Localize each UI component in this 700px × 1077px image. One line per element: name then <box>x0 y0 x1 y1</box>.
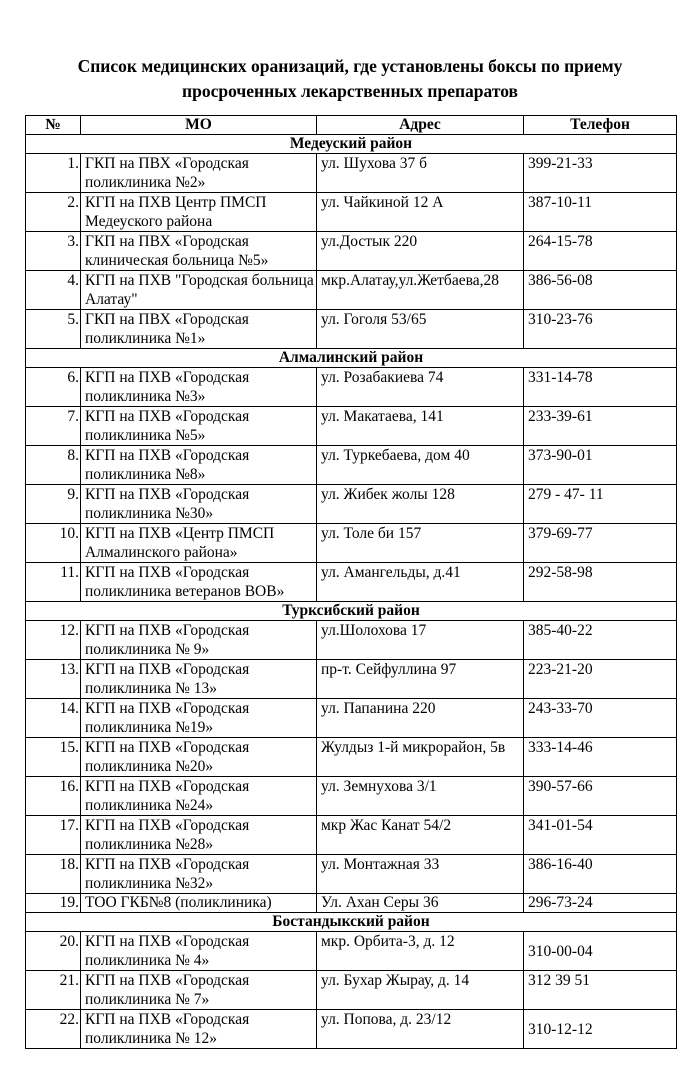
organization-name: КГП на ПХВ "Городская больница Алатау" <box>81 271 317 310</box>
organization-name: КГП на ПХВ «Городская поликлиника №8» <box>81 446 317 485</box>
organization-address: мкр.Алатау,ул.Жетбаева,28 <box>317 271 524 310</box>
organization-phone: 312 39 51 <box>524 971 677 1010</box>
table-row <box>26 154 677 193</box>
table-row <box>26 407 677 446</box>
table-row <box>26 660 677 699</box>
table-row <box>26 1010 677 1049</box>
row-number: 22. <box>26 1010 81 1049</box>
organization-phone: 341-01-54 <box>524 816 677 855</box>
organization-address: мкр. Орбита-3, д. 12 <box>317 932 524 971</box>
organization-address: ул. Шухова 37 б <box>317 154 524 193</box>
organization-name: КГП на ПХВ «Городская поликлиника № 9» <box>81 621 317 660</box>
organization-name: КГП на ПХВ «Городская поликлиника №24» <box>81 777 317 816</box>
organization-phone: 310-12-12 <box>524 1010 677 1049</box>
row-number: 10. <box>26 524 81 563</box>
table-header-row <box>26 116 677 135</box>
row-number: 20. <box>26 932 81 971</box>
organization-phone: 310-23-76 <box>524 310 677 349</box>
table-row <box>26 699 677 738</box>
organization-address: ул. Толе би 157 <box>317 524 524 563</box>
organization-address: мкр Жас Канат 54/2 <box>317 816 524 855</box>
table-row <box>26 738 677 777</box>
table-row <box>26 563 677 602</box>
organization-address: Жулдыз 1-й микрорайон, 5в <box>317 738 524 777</box>
page-title-line-2: просроченных лекарственных препаратов <box>182 81 518 101</box>
organization-phone: 379-69-77 <box>524 524 677 563</box>
organization-phone: 399-21-33 <box>524 154 677 193</box>
organization-name: КГП на ПХВ «Городская поликлиника №30» <box>81 485 317 524</box>
organization-address: ул. Жибек жолы 128 <box>317 485 524 524</box>
organization-name: КГП на ПХВ «Центр ПМСП Алмалинского района» <box>81 524 317 563</box>
district-row <box>26 602 677 621</box>
organization-name: КГП на ПХВ «Городская поликлиника №28» <box>81 816 317 855</box>
row-number: 1. <box>26 154 81 193</box>
table-row <box>26 446 677 485</box>
district-row <box>26 349 677 368</box>
organization-phone: 264-15-78 <box>524 232 677 271</box>
row-number: 12. <box>26 621 81 660</box>
organization-phone: 292-58-98 <box>524 563 677 602</box>
table-row <box>26 971 677 1010</box>
organization-address: ул. Розабакиева 74 <box>317 368 524 407</box>
organization-phone: 373-90-01 <box>524 446 677 485</box>
organization-name: ГКП на ПВХ «Городская поликлиника №2» <box>81 154 317 193</box>
organization-name: КГП на ПХВ «Городская поликлиника №5» <box>81 407 317 446</box>
organization-phone: 331-14-78 <box>524 368 677 407</box>
row-number: 19. <box>26 894 81 913</box>
organization-name: КГП на ПХВ «Городская поликлиника №32» <box>81 855 317 894</box>
header-mo: МО <box>81 116 317 135</box>
organization-phone: 386-56-08 <box>524 271 677 310</box>
row-number: 5. <box>26 310 81 349</box>
table-row <box>26 485 677 524</box>
row-number: 14. <box>26 699 81 738</box>
table-body <box>26 135 677 1049</box>
row-number: 4. <box>26 271 81 310</box>
table-row <box>26 310 677 349</box>
row-number: 16. <box>26 777 81 816</box>
organization-address: ул. Монтажная 33 <box>317 855 524 894</box>
organization-address: ул. Папанина 220 <box>317 699 524 738</box>
row-number: 18. <box>26 855 81 894</box>
table-row <box>26 193 677 232</box>
organization-phone: 390-57-66 <box>524 777 677 816</box>
organization-address: ул. Амангельды, д.41 <box>317 563 524 602</box>
organization-name: КГП на ПХВ «Городская поликлиника №3» <box>81 368 317 407</box>
organization-phone: 296-73-24 <box>524 894 677 913</box>
header-address: Адрес <box>317 116 524 135</box>
organization-phone: 333-14-46 <box>524 738 677 777</box>
header-number: № <box>26 116 81 135</box>
row-number: 21. <box>26 971 81 1010</box>
table-row <box>26 816 677 855</box>
organization-name: ГКП на ПВХ «Городская клиническая больница №5» <box>81 232 317 271</box>
organization-name: КГП на ПХВ «Городская поликлиника №20» <box>81 738 317 777</box>
organization-address: ул. Бухар Жырау, д. 14 <box>317 971 524 1010</box>
district-row <box>26 135 677 154</box>
organization-name: КГП на ПХВ «Городская поликлиника ветеранов ВОВ» <box>81 563 317 602</box>
organizations-table <box>25 115 677 1049</box>
table-row <box>26 777 677 816</box>
row-number: 15. <box>26 738 81 777</box>
organization-name: КГП на ПХВ «Городская поликлиника №19» <box>81 699 317 738</box>
organization-phone: 223-21-20 <box>524 660 677 699</box>
row-number: 8. <box>26 446 81 485</box>
table-row <box>26 855 677 894</box>
organization-address: ул. Попова, д. 23/12 <box>317 1010 524 1049</box>
organization-address: Ул. Ахан Серы 36 <box>317 894 524 913</box>
table-row <box>26 271 677 310</box>
organization-name: КГП на ПХВ «Городская поликлиника № 12» <box>81 1010 317 1049</box>
row-number: 6. <box>26 368 81 407</box>
district-name: Алмалинский район <box>26 349 677 368</box>
organization-phone: 385-40-22 <box>524 621 677 660</box>
organization-name: ГКП на ПВХ «Городская поликлиника №1» <box>81 310 317 349</box>
row-number: 2. <box>26 193 81 232</box>
district-name: Бостандыкский район <box>26 913 677 932</box>
table-row <box>26 232 677 271</box>
row-number: 3. <box>26 232 81 271</box>
row-number: 17. <box>26 816 81 855</box>
row-number: 9. <box>26 485 81 524</box>
organization-name: КГП на ПХВ Центр ПМСП Медеуского района <box>81 193 317 232</box>
organization-address: ул.Шолохова 17 <box>317 621 524 660</box>
page-title <box>0 54 700 104</box>
table-row <box>26 894 677 913</box>
organization-address: ул.Достык 220 <box>317 232 524 271</box>
organization-address: ул. Земнухова 3/1 <box>317 777 524 816</box>
row-number: 11. <box>26 563 81 602</box>
table-row <box>26 932 677 971</box>
district-row <box>26 913 677 932</box>
organization-name: КГП на ПХВ «Городская поликлиника № 4» <box>81 932 317 971</box>
organization-address: ул. Макатаева, 141 <box>317 407 524 446</box>
organization-address: ул. Гоголя 53/65 <box>317 310 524 349</box>
organization-address: ул. Туркебаева, дом 40 <box>317 446 524 485</box>
page-title-line-1: Список медицинских оранизаций, где установлены боксы по приему <box>77 56 623 76</box>
table-row <box>26 621 677 660</box>
organization-name: КГП на ПХВ «Городская поликлиника № 7» <box>81 971 317 1010</box>
header-phone: Телефон <box>524 116 677 135</box>
organization-name: КГП на ПХВ «Городская поликлиника № 13» <box>81 660 317 699</box>
table-row <box>26 524 677 563</box>
organization-address: пр-т. Сейфуллина 97 <box>317 660 524 699</box>
district-name: Медеуский район <box>26 135 677 154</box>
organization-phone: 243-33-70 <box>524 699 677 738</box>
organization-address: ул. Чайкиной 12 А <box>317 193 524 232</box>
district-name: Турксибский район <box>26 602 677 621</box>
organization-phone: 387-10-11 <box>524 193 677 232</box>
organization-phone: 279 - 47- 11 <box>524 485 677 524</box>
row-number: 7. <box>26 407 81 446</box>
organization-name: ТОО ГКБ№8 (поликлиника) <box>81 894 317 913</box>
table-row <box>26 368 677 407</box>
organization-phone: 386-16-40 <box>524 855 677 894</box>
organization-phone: 233-39-61 <box>524 407 677 446</box>
organization-phone: 310-00-04 <box>524 932 677 971</box>
row-number: 13. <box>26 660 81 699</box>
